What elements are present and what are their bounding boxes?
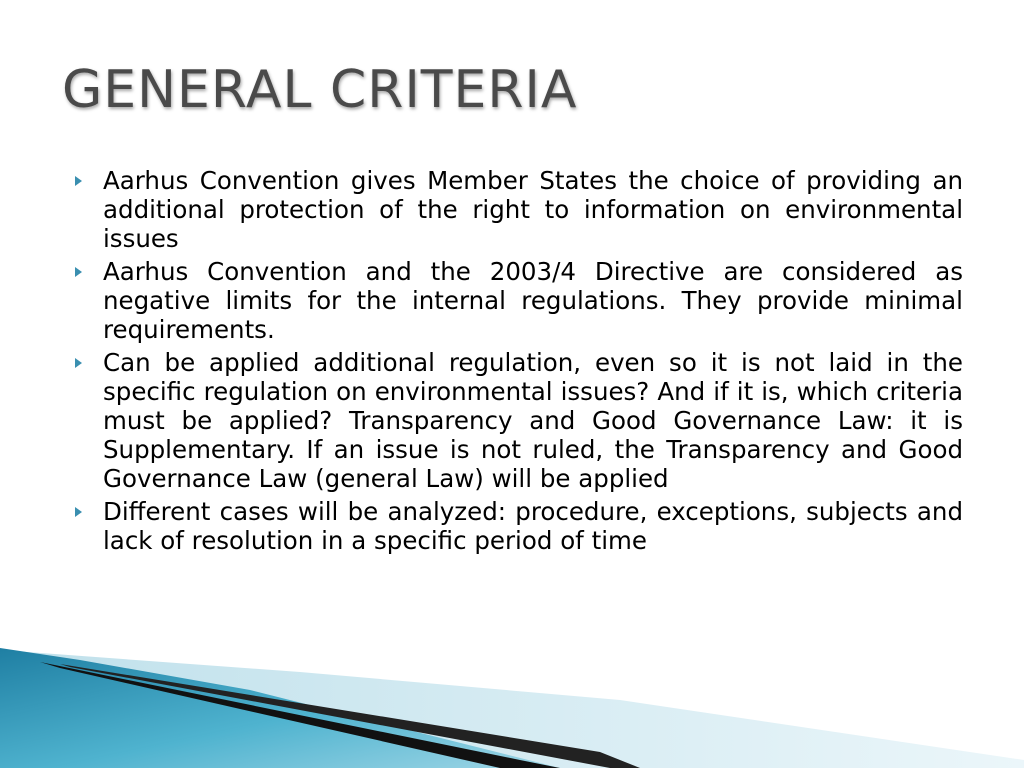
bullet-text: Can be applied additional regulation, even so it is not laid in the specific regulation on environmental issues? And if it is, which criteria must be applied? Transparency and Good Governance Law: it is Supplementary. If an issue is not ruled, the Transparency and Good Governance Law (general Law) will be applied [103,348,963,493]
bullet-text: Aarhus Convention and the 2003/4 Directive are considered as negative limits for the internal regulations. They provide minimal requirements. [103,257,963,344]
bullet-text: Different cases will be analyzed: procedure, exceptions, subjects and lack of resolution in a specific period of time [103,497,963,555]
slide-title: GENERAL CRITERIA [62,60,578,120]
bullet-text: Aarhus Convention gives Member States the choice of providing an additional protection of the right to information on environmental issues [103,166,963,253]
